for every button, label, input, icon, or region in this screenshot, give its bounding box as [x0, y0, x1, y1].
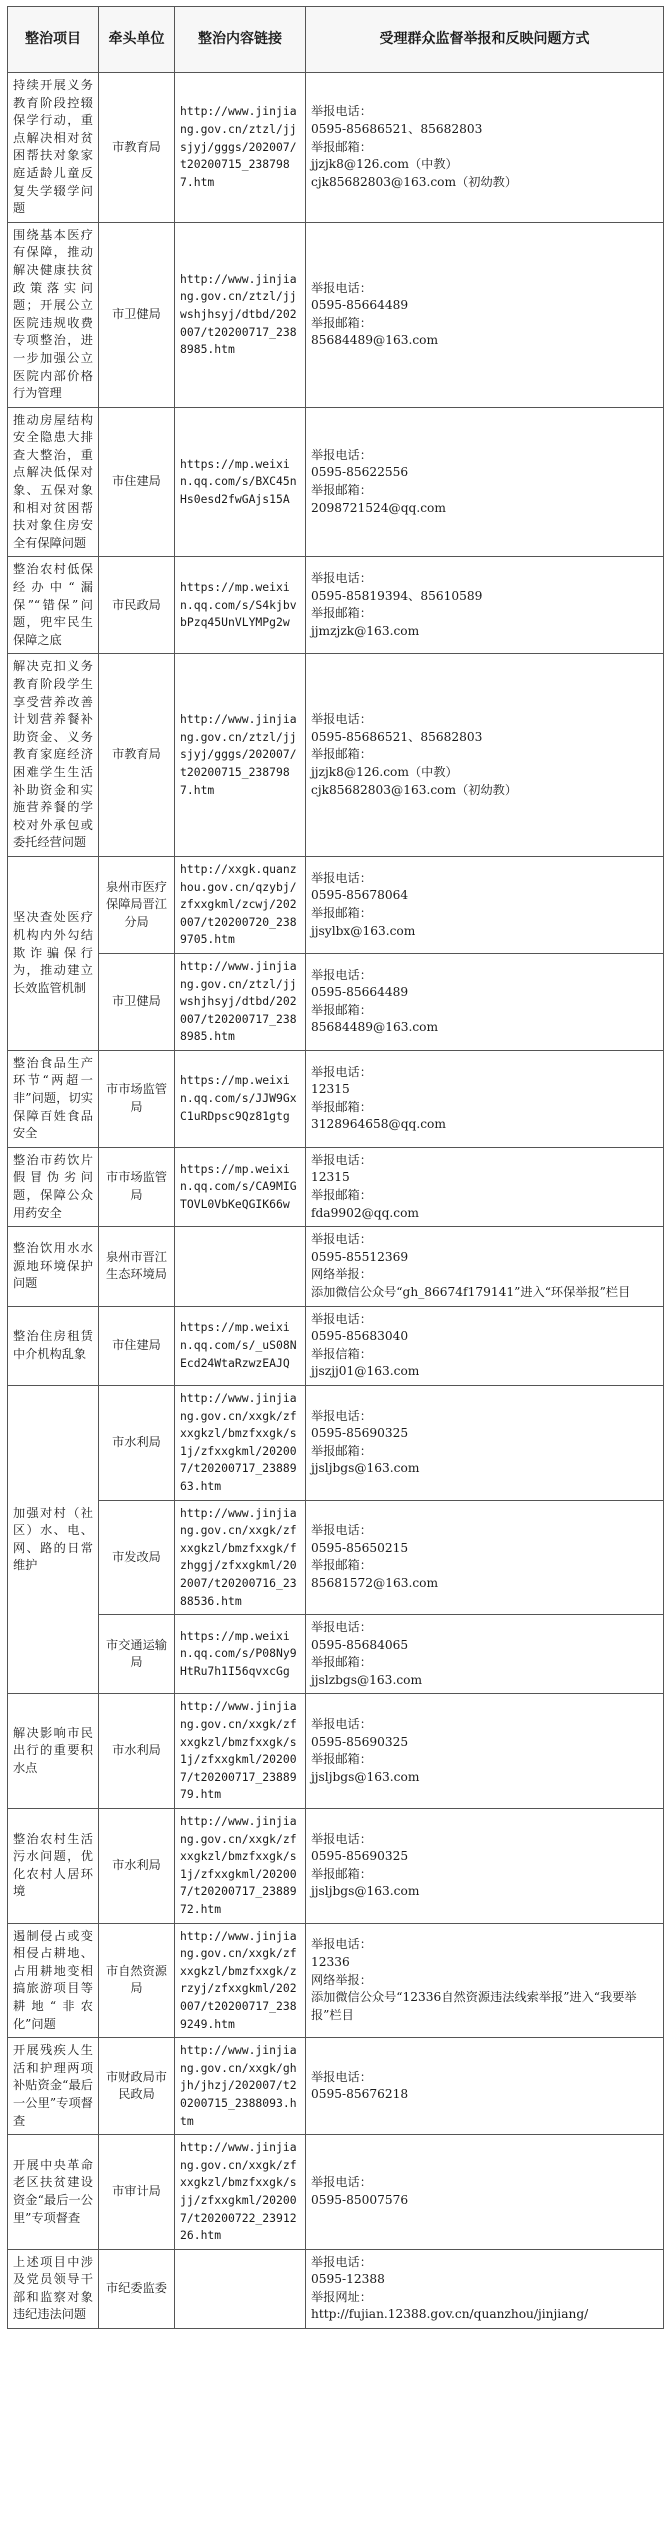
- project-cell: 整治农村生活污水问题，优化农村人居环境: [8, 1809, 99, 1924]
- contact-line: 0595-12388: [311, 2272, 385, 2287]
- contact-line: 举报邮箱：: [311, 905, 372, 920]
- table-row: [8, 654, 664, 857]
- content-link-cell: [175, 1227, 306, 1306]
- contact-line: 举报邮箱：: [311, 1655, 372, 1670]
- content-link-cell[interactable]: http://www.jinjiang.gov.cn/xxgk/zfxxgkzl/bmzfxxgk/sjj/zfxxgkml/202007/t20200722_2391226.htm: [175, 2135, 306, 2250]
- contact-line: 0595-85007576: [311, 2192, 409, 2207]
- lead-unit-cell: 市水利局: [99, 1694, 175, 1809]
- table-row: [8, 1615, 664, 1694]
- header-contact: 受理群众监督举报和反映问题方式: [306, 7, 664, 73]
- contact-line: jjsljbgs@163.com: [311, 1884, 420, 1899]
- report-contact-cell: [306, 1809, 664, 1924]
- contact-line: 0595-85683040: [311, 1329, 409, 1344]
- contact-line: 网络举报：: [311, 1267, 372, 1282]
- contact-line: 举报电话：: [311, 280, 372, 295]
- project-cell: 整治市药饮片假冒伪劣问题，保障公众用药安全: [8, 1147, 99, 1226]
- lead-unit-cell: 市住建局: [99, 1306, 175, 1385]
- lead-unit-cell: 市发改局: [99, 1500, 175, 1615]
- contact-line: 举报电话：: [311, 1152, 372, 1167]
- report-contact-cell: [306, 1306, 664, 1385]
- project-cell: 加强对村（社区）水、电、网、路的日常维护: [8, 1385, 99, 1694]
- lead-unit-cell: 市审计局: [99, 2135, 175, 2250]
- contact-line: 添加微信公众号“gh_86674f179141”进入“环保举报”栏目: [311, 1285, 631, 1299]
- table-row: [8, 1306, 664, 1385]
- contact-line: 2098721524@qq.com: [311, 500, 446, 515]
- lead-unit-cell: 市卫健局: [99, 222, 175, 407]
- lead-unit-cell: 泉州市晋江生态环境局: [99, 1227, 175, 1306]
- contact-line: 12315: [311, 1170, 350, 1185]
- table-row: [8, 222, 664, 407]
- contact-line: 举报邮箱：: [311, 1188, 372, 1203]
- contact-line: 举报电话：: [311, 967, 372, 982]
- contact-line: 举报邮箱：: [311, 606, 372, 621]
- contact-line: 举报电话：: [311, 1064, 372, 1079]
- content-link-cell[interactable]: http://www.jinjiang.gov.cn/ztzl/jjwshjhsyj/dtbd/202007/t20200717_2388985.htm: [175, 953, 306, 1050]
- contact-line: jjmzjzk@163.com: [311, 624, 420, 639]
- contact-line: 0595-85686521、85682803: [311, 121, 483, 136]
- table-row: [8, 856, 664, 953]
- table-row: [8, 2135, 664, 2250]
- report-contact-cell: [306, 654, 664, 857]
- project-cell: 坚决查处医疗机构内外勾结欺诈骗保行为，推动建立长效监管机制: [8, 856, 99, 1050]
- project-cell: 整治饮用水水源地环境保护问题: [8, 1227, 99, 1306]
- lead-unit-cell: 市民政局: [99, 557, 175, 654]
- contact-line: cjk85682803@163.com（初幼教）: [311, 782, 518, 797]
- content-link-cell[interactable]: http://xxgk.quanzhou.gov.cn/qzybj/zfxxgkml/zcwj/202007/t20200720_2389705.htm: [175, 856, 306, 953]
- lead-unit-cell: 市水利局: [99, 1385, 175, 1500]
- project-cell: 整治住房租赁中介机构乱象: [8, 1306, 99, 1385]
- content-link-cell[interactable]: https://mp.weixin.qq.com/s/BXC45nHs0esd2fwGAjs15A: [175, 407, 306, 557]
- content-link-cell[interactable]: http://www.jinjiang.gov.cn/xxgk/ghjh/jhzj/202007/t20200715_2388093.htm: [175, 2038, 306, 2135]
- content-link-cell[interactable]: https://mp.weixin.qq.com/s/_uS08NEcd24WtaRzwzEAJQ: [175, 1306, 306, 1385]
- table-row: [8, 1694, 664, 1809]
- contact-line: 0595-85690325: [311, 1849, 409, 1864]
- project-cell: 开展中央革命老区扶贫建设资金“最后一公里”专项督查: [8, 2135, 99, 2250]
- table-row: [8, 1385, 664, 1500]
- content-link-cell[interactable]: https://mp.weixin.qq.com/s/P08Ny9HtRu7h1I56qvxcGg: [175, 1615, 306, 1694]
- contact-line: 举报邮箱：: [311, 1752, 372, 1767]
- contact-line: 0595-85678064: [311, 888, 409, 903]
- contact-line: 0595-85819394、85610589: [311, 588, 483, 603]
- lead-unit-cell: 市住建局: [99, 407, 175, 557]
- contact-line: 0595-85690325: [311, 1426, 409, 1441]
- header-link: 整治内容链接: [175, 7, 306, 73]
- header-unit: 牵头单位: [99, 7, 175, 73]
- contact-line: jjsljbgs@163.com: [311, 1461, 420, 1476]
- report-contact-cell: [306, 1500, 664, 1615]
- lead-unit-cell: 市财政局市民政局: [99, 2038, 175, 2135]
- contact-line: 0595-85690325: [311, 1734, 409, 1749]
- contact-line: 3128964658@qq.com: [311, 1117, 446, 1132]
- project-cell: 遏制侵占或变相侵占耕地、占用耕地变相搞旅游项目等耕地“非农化”问题: [8, 1923, 99, 2038]
- content-link-cell[interactable]: http://www.jinjiang.gov.cn/ztzl/jjsjyj/gggs/202007/t20200715_2387987.htm: [175, 73, 306, 223]
- contact-line: jjsljbgs@163.com: [311, 1769, 420, 1784]
- content-link-cell[interactable]: http://www.jinjiang.gov.cn/ztzl/jjwshjhsyj/dtbd/202007/t20200717_2388985.htm: [175, 222, 306, 407]
- contact-line: jjzjk8@126.com（中教）: [311, 157, 458, 172]
- contact-line: jjslzbgs@163.com: [311, 1672, 423, 1687]
- report-contact-cell: [306, 1923, 664, 2038]
- report-contact-cell: [306, 1050, 664, 1147]
- project-cell: 推动房屋结构安全隐患大排查大整治，重点解决低保对象、五保对象和相对贫困帮扶对象住房安全有保障问题: [8, 407, 99, 557]
- contact-line: jjszjj01@163.com: [311, 1364, 420, 1379]
- contact-line: 0595-85676218: [311, 2087, 409, 2102]
- table-row: [8, 1923, 664, 2038]
- contact-line: 0595-85686521、85682803: [311, 729, 483, 744]
- report-contact-cell: [306, 856, 664, 953]
- contact-line: 举报邮箱：: [311, 1866, 372, 1881]
- project-cell: 整治农村低保经办中“漏保”“错保”问题，兜牢民生保障之底: [8, 557, 99, 654]
- project-cell: 上述项目中涉及党员领导干部和监察对象违纪违法问题: [8, 2249, 99, 2328]
- report-contact-cell: [306, 407, 664, 557]
- header-project: 整治项目: [8, 7, 99, 73]
- content-link-cell[interactable]: http://www.jinjiang.gov.cn/xxgk/zfxxgkzl/bmzfxxgk/s1j/zfxxgkml/202007/t20200717_2388972.htm: [175, 1809, 306, 1924]
- contact-line: jjsylbx@163.com: [311, 923, 416, 938]
- contact-line: 举报电话：: [311, 1620, 372, 1635]
- lead-unit-cell: 市纪委监委: [99, 2249, 175, 2328]
- contact-line: 0595-85622556: [311, 465, 409, 480]
- contact-line: 举报电话：: [311, 1523, 372, 1538]
- table-body: [8, 73, 664, 2329]
- report-contact-cell: [306, 2249, 664, 2328]
- contact-line: 举报电话：: [311, 1831, 372, 1846]
- contact-line: 12315: [311, 1082, 350, 1097]
- table-row: [8, 953, 664, 1050]
- table-row: [8, 407, 664, 557]
- contact-line: 85684489@163.com: [311, 1020, 439, 1035]
- contact-line: 85681572@163.com: [311, 1575, 439, 1590]
- report-contact-cell: [306, 2038, 664, 2135]
- contact-line: 0595-85512369: [311, 1249, 409, 1264]
- lead-unit-cell: 市教育局: [99, 654, 175, 857]
- contact-line: 举报电话：: [311, 2069, 372, 2084]
- contact-line: 网络举报：: [311, 1972, 372, 1987]
- contact-line: 举报网址：: [311, 2289, 372, 2304]
- table-row: [8, 1147, 664, 1226]
- report-contact-cell: [306, 1385, 664, 1500]
- contact-line: 0595-85664489: [311, 985, 409, 1000]
- contact-line: 举报电话：: [311, 1311, 372, 1326]
- table-row: [8, 1500, 664, 1615]
- contact-line: 85684489@163.com: [311, 333, 439, 348]
- contact-line: 12336: [311, 1954, 350, 1969]
- project-cell: 整治食品生产环节“两超一非”问题，切实保障百姓食品安全: [8, 1050, 99, 1147]
- lead-unit-cell: 市水利局: [99, 1809, 175, 1924]
- report-contact-cell: [306, 1694, 664, 1809]
- contact-line: 举报电话：: [311, 870, 372, 885]
- contact-line: 举报电话：: [311, 712, 372, 727]
- contact-line: 举报信箱：: [311, 1346, 372, 1361]
- project-cell: 解决影响市民出行的重要积水点: [8, 1694, 99, 1809]
- report-contact-cell: [306, 73, 664, 223]
- project-cell: 围绕基本医疗有保障，推动解决健康扶贫政策落实问题；开展公立医院违规收费专项整治，进一步加强公立医院内部价格行为管理: [8, 222, 99, 407]
- contact-line: http://fujian.12388.gov.cn/quanzhou/jinjiang/: [311, 2307, 589, 2322]
- content-link-cell[interactable]: http://www.jinjiang.gov.cn/xxgk/zfxxgkzl/bmzfxxgk/zrzyj/zfxxgkml/202007/t20200717_2389249.htm: [175, 1923, 306, 2038]
- table-row: [8, 557, 664, 654]
- content-link-cell[interactable]: http://www.jinjiang.gov.cn/ztzl/jjsjyj/gggs/202007/t20200715_2387987.htm: [175, 654, 306, 857]
- contact-line: 举报邮箱：: [311, 747, 372, 762]
- contact-line: fda9902@qq.com: [311, 1205, 419, 1220]
- contact-line: cjk85682803@163.com（初幼教）: [311, 174, 518, 189]
- report-contact-cell: [306, 222, 664, 407]
- contact-line: 举报邮箱：: [311, 1099, 372, 1114]
- rectification-table: [7, 6, 664, 2329]
- contact-line: 0595-85650215: [311, 1540, 409, 1555]
- contact-line: 举报电话：: [311, 571, 372, 586]
- lead-unit-cell: 市教育局: [99, 73, 175, 223]
- table-header-row: [8, 7, 664, 73]
- lead-unit-cell: 市市场监管局: [99, 1147, 175, 1226]
- table-row: [8, 73, 664, 223]
- report-contact-cell: [306, 557, 664, 654]
- table-row: [8, 1050, 664, 1147]
- contact-line: 举报邮箱：: [311, 139, 372, 154]
- contact-line: 举报邮箱：: [311, 1558, 372, 1573]
- content-link-cell[interactable]: http://www.jinjiang.gov.cn/xxgk/zfxxgkzl/bmzfxxgk/s1j/zfxxgkml/202007/t20200717_2388963.htm: [175, 1385, 306, 1500]
- contact-line: 举报电话：: [311, 2175, 372, 2190]
- lead-unit-cell: 市市场监管局: [99, 1050, 175, 1147]
- contact-line: 举报电话：: [311, 104, 372, 119]
- table-row: [8, 1227, 664, 1306]
- contact-line: 0595-85684065: [311, 1637, 409, 1652]
- report-contact-cell: [306, 953, 664, 1050]
- contact-line: 举报邮箱：: [311, 483, 372, 498]
- contact-line: 0595-85664489: [311, 298, 409, 313]
- contact-line: 举报邮箱：: [311, 1002, 372, 1017]
- contact-line: 举报电话：: [311, 2254, 372, 2269]
- table-row: [8, 2038, 664, 2135]
- contact-line: 举报电话：: [311, 1408, 372, 1423]
- report-contact-cell: [306, 2135, 664, 2250]
- report-contact-cell: [306, 1147, 664, 1226]
- content-link-cell[interactable]: https://mp.weixin.qq.com/s/CA9MIGTOVL0VbKeQGIK66w: [175, 1147, 306, 1226]
- lead-unit-cell: 泉州市医疗保障局晋江分局: [99, 856, 175, 953]
- lead-unit-cell: 市交通运输局: [99, 1615, 175, 1694]
- contact-line: 举报邮箱：: [311, 1443, 372, 1458]
- content-link-cell[interactable]: https://mp.weixin.qq.com/s/JJW9GxC1uRDpsc9Qz81gtg: [175, 1050, 306, 1147]
- table-row: [8, 2249, 664, 2328]
- project-cell: 解决克扣义务教育阶段学生享受营养改善计划营养餐补助资金、义务教育家庭经济困难学生生活补助资金和实施营养餐的学校对外承包或委托经营问题: [8, 654, 99, 857]
- lead-unit-cell: 市卫健局: [99, 953, 175, 1050]
- table-row: [8, 1809, 664, 1924]
- contact-line: 举报电话：: [311, 1232, 372, 1247]
- project-cell: 开展残疾人生活和护理两项补贴资金“最后一公里”专项督查: [8, 2038, 99, 2135]
- content-link-cell[interactable]: http://www.jinjiang.gov.cn/xxgk/zfxxgkzl/bmzfxxgk/s1j/zfxxgkml/202007/t20200717_2388979.htm: [175, 1694, 306, 1809]
- lead-unit-cell: 市自然资源局: [99, 1923, 175, 2038]
- content-link-cell[interactable]: https://mp.weixin.qq.com/s/S4kjbvbPzq45UnVLYMPg2w: [175, 557, 306, 654]
- contact-line: jjzjk8@126.com（中教）: [311, 764, 458, 779]
- report-contact-cell: [306, 1615, 664, 1694]
- contact-line: 举报邮箱：: [311, 315, 372, 330]
- contact-line: 举报电话：: [311, 1937, 372, 1952]
- contact-line: 添加微信公众号“12336自然资源违法线索举报”进入“我要举报”栏目: [311, 1990, 637, 2022]
- contact-line: 举报电话：: [311, 1717, 372, 1732]
- project-cell: 持续开展义务教育阶段控辍保学行动，重点解决相对贫困帮扶对象家庭适龄儿童反复失学辍学问题: [8, 73, 99, 223]
- report-contact-cell: [306, 1227, 664, 1306]
- content-link-cell: [175, 2249, 306, 2328]
- contact-line: 举报电话：: [311, 447, 372, 462]
- content-link-cell[interactable]: http://www.jinjiang.gov.cn/xxgk/zfxxgkzl/bmzfxxgk/fzhggj/zfxxgkml/202007/t20200716_2388536.htm: [175, 1500, 306, 1615]
